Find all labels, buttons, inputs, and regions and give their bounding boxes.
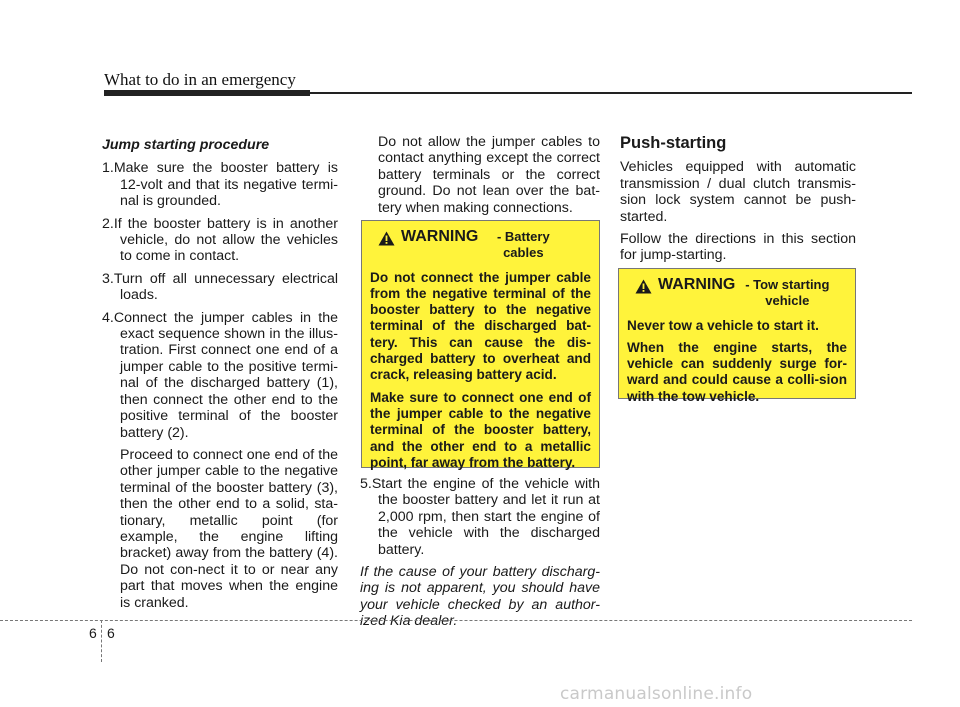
column-right — [620, 133, 856, 270]
step-5: 5.Start the engine of the vehicle with the booster battery and let it run at 2,000 rpm, then start the engine of the vehicle with the discharged battery. — [360, 476, 600, 558]
step-2: 2.If the booster battery is in another vehicle, do not allow the vehicles to come in contact. — [102, 215, 338, 265]
step-4-continued: Proceed to connect one end of the other jumper cable to the negative terminal of the booster battery (3), then the other end to a solid, sta-tionary, metallic point (for example, the engine lifting bracket) away from the battery (4). Do not con-nect it to or near any part that moves when the engine is cranked. — [120, 446, 338, 611]
page-header-title: What to do in an emergency — [104, 70, 296, 89]
warning-text-1: Never tow a vehicle to start it. — [627, 317, 819, 333]
dealer-note: If the cause of your battery discharg-ing is not apparent, you should have your vehicle checked by an author-ized Kia dealer. — [360, 564, 600, 630]
column-middle — [360, 134, 600, 216]
push-starting-text-2: Follow the directions in this section for jump-starting. — [620, 231, 856, 264]
warning-text-2: When the engine starts, the vehicle can suddenly surge for-ward and could cause a colli-sion with the tow vehicle. — [627, 339, 847, 404]
step-4-final-paragraph: Do not allow the jumper cables to contact anything except the correct battery terminals or the correct ground. Do not lean over the bat-tery when making connections. — [378, 134, 600, 216]
warning-triangle-icon — [635, 279, 652, 294]
warning-subject: - Tow starting vehicle — [745, 277, 830, 309]
push-starting-title: Push-starting — [620, 134, 727, 152]
warning-box-battery-cables — [361, 220, 600, 468]
step-4: 4.Connect the jumper cables in the exact sequence shown in the illus-tration. First connect one end of a jumper cable to the positive termi-nal of the discharged battery (1), then connect the other end to the positive terminal of the booster battery (2). — [102, 309, 338, 441]
warning-label: WARNING — [401, 228, 479, 245]
warning-text-2: Make sure to connect one end of the jumper cable to the negative terminal of the booster battery, and the other end to a metallic point, far away from the battery. — [370, 389, 591, 470]
footer-divider — [101, 620, 102, 662]
page-number: 6 — [107, 625, 115, 641]
column-left — [102, 137, 338, 617]
watermark: carmanualsonline.info — [560, 684, 753, 704]
push-starting-text-1: Vehicles equipped with automatic transmission / dual clutch transmis-sion lock system cannot be push-started. — [620, 159, 856, 225]
warning-header — [370, 229, 591, 262]
step-3: 3.Turn off all unnecessary electrical loads. — [102, 270, 338, 304]
header-rule — [104, 92, 912, 94]
chapter-number: 6 — [89, 625, 97, 641]
warning-header — [627, 277, 847, 310]
footer-rule — [0, 620, 912, 621]
warning-label: WARNING — [658, 276, 736, 293]
warning-subject: - Battery cables — [496, 229, 550, 261]
column-middle-lower — [360, 476, 600, 630]
step-1: 1.Make sure the booster battery is 12-volt and that its negative termi-nal is grounded. — [102, 160, 338, 210]
warning-triangle-icon — [378, 231, 395, 246]
warning-text-1: Do not connect the jumper cable from the negative terminal of the booster battery to the negative terminal of the discharged bat-tery. This can cause the dis-charged battery to overheat and crack, releasing battery acid. — [370, 269, 591, 383]
warning-box-tow-starting — [618, 268, 856, 404]
jump-start-subhead: Jump starting procedure — [102, 137, 270, 153]
